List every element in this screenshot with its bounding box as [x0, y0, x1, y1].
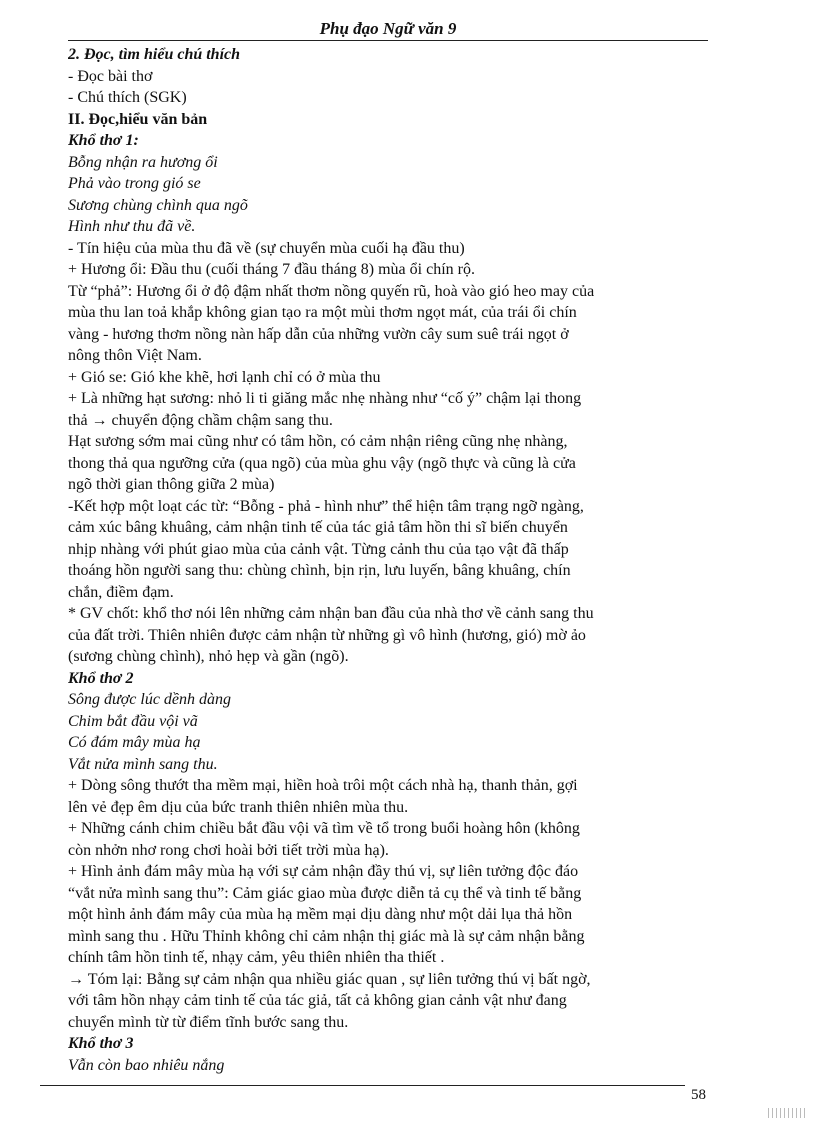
text-line: Khổ thơ 2	[68, 669, 134, 687]
text-line: -Kết hợp một loạt các từ: “Bỗng - phả - hình như” thể hiện tâm trạng ngỡ ngàng,	[68, 497, 584, 515]
header-title: Phụ đạo Ngữ văn 9	[319, 19, 457, 38]
text-line: Khổ thơ 1:	[68, 132, 139, 149]
text-line: II. Đọc,hiểu văn bản	[68, 110, 208, 128]
text-line: Sương chùng chình qua ngõ	[68, 196, 248, 214]
text-line: với tâm hồn nhạy cảm tinh tế của tác giả, tất cả không gian cảnh vật như đang	[68, 992, 567, 1009]
text-line: Phả vào trong gió se	[68, 175, 201, 192]
page-header	[68, 18, 708, 41]
text-line: “vắt nửa mình sang thu”: Cảm giác giao mùa được diễn tả cụ thể và tinh tế bằng	[68, 884, 582, 902]
text-line: chắn, điềm đạm.	[68, 583, 174, 601]
text-line: → Tóm lại: Bằng sự cảm nhận qua nhiều giác quan , sự liên tưởng thú vị bất ngờ,	[68, 970, 591, 988]
text-line: 2. Đọc, tìm hiểu chú thích	[68, 46, 241, 63]
text-line: + Là những hạt sương: nhỏ li ti giăng mắc nhẹ nhàng như “cố ý” chậm lại thong	[68, 390, 582, 407]
document-body	[68, 44, 704, 1076]
text-line: - Đọc bài thơ	[68, 67, 153, 85]
text-line: + Gió se: Gió khe khẽ, hơi lạnh chỉ có ở mùa thu	[68, 368, 381, 386]
page-number: 58	[691, 1087, 706, 1103]
text-line: ngõ thời gian thông giữa 2 mùa)	[68, 476, 275, 493]
text-line: của đất trời. Thiên nhiên được cảm nhận từ những gì vô hình (hương, gió) mờ ảo	[68, 626, 586, 644]
text-line: Vẫn còn bao nhiêu nắng	[68, 1056, 225, 1074]
text-line: + Hương ổi: Đầu thu (cuối tháng 7 đầu tháng 8) mùa ổi chín rộ.	[68, 261, 475, 278]
text-line: còn nhởn nhơ rong chơi hoài bởi tiết trời mùa hạ).	[68, 841, 389, 859]
text-line: chuyển mình từ từ điểm tĩnh bước sang thu.	[68, 1013, 349, 1031]
text-line: Chim bắt đầu vội vã	[68, 712, 198, 730]
text-line: mình sang thu . Hữu Thỉnh không chỉ cảm nhận thị giác mà là sự cảm nhận bằng	[68, 927, 585, 945]
text-line: Có đám mây mùa hạ	[68, 734, 201, 751]
footer-rule	[40, 1085, 685, 1086]
text-line: vàng - hương thơm nồng nàn hấp dẫn của những vườn cây sum suê trái ngọt ở	[68, 325, 569, 343]
footer-dots	[768, 1108, 808, 1118]
text-line: nhịp nhàng với phút giao mùa của cảnh vật. Từng cảnh thu của tạo vật đã thấp	[68, 540, 569, 558]
text-line: - Chú thích (SGK)	[68, 89, 187, 106]
text-line: (sương chùng chình), nhỏ hẹp và gần (ngõ).	[68, 648, 349, 665]
text-line: Hình như thu đã về.	[68, 218, 196, 235]
text-line: Từ “phả”: Hương ổi ở độ đậm nhất thơm nồng quyến rũ, hoà vào gió heo may của	[68, 282, 595, 300]
text-line: nông thôn Việt Nam.	[68, 347, 202, 364]
text-line: Bỗng nhận ra hương ổi	[68, 153, 218, 171]
text-line: thoáng hồn người sang thu: chùng chình, bịn rịn, lưu luyến, bâng khuâng, chín	[68, 562, 571, 579]
text-line: + Dòng sông thướt tha mềm mại, hiền hoà trôi một cách nhà hạ, thanh thản, gợi	[68, 777, 578, 794]
text-line: chính tâm hồn tinh tế, nhạy cảm, yêu thiên nhiên tha thiết .	[68, 949, 445, 966]
text-line: Khổ thơ 3	[68, 1035, 134, 1052]
text-line: + Những cánh chim chiều bắt đầu vội vã tìm về tổ trong buổi hoàng hôn (không	[68, 820, 580, 837]
text-line: Hạt sương sớm mai cũng như có tâm hồn, có cảm nhận riêng cũng nhẹ nhàng,	[68, 433, 568, 450]
text-line: thả → chuyển động chầm chậm sang thu.	[68, 411, 333, 429]
text-line: một hình ảnh đám mây của mùa hạ mềm mại dịu dàng như một dải lụa thả hồn	[68, 906, 573, 923]
text-line: Vắt nửa mình sang thu.	[68, 755, 218, 773]
text-line: - Tín hiệu của mùa thu đã về (sự chuyển mùa cuối hạ đầu thu)	[68, 239, 465, 257]
text-line: thong thả qua ngưỡng cửa (qua ngõ) của mùa ghu vậy (ngõ thực và cũng là cửa	[68, 454, 576, 472]
text-line: cảm xúc bâng khuâng, cảm nhận tinh tế của tác giả tâm hồn thi sĩ biến chuyển	[68, 519, 568, 536]
text-line: * GV chốt: khổ thơ nói lên những cảm nhận ban đầu của nhà thơ về cảnh sang thu	[68, 605, 594, 622]
text-line: lên vẻ đẹp êm dịu của bức tranh thiên nhiên mùa thu.	[68, 798, 409, 816]
text-line: Sông được lúc dềnh dàng	[68, 691, 232, 708]
text-line: + Hình ảnh đám mây mùa hạ với sự cảm nhận đầy thú vị, sự liên tưởng độc đáo	[68, 863, 579, 880]
text-line: mùa thu lan toả khắp không gian tạo ra một mùi thơm ngọt mát, của trái ổi chín	[68, 304, 577, 321]
